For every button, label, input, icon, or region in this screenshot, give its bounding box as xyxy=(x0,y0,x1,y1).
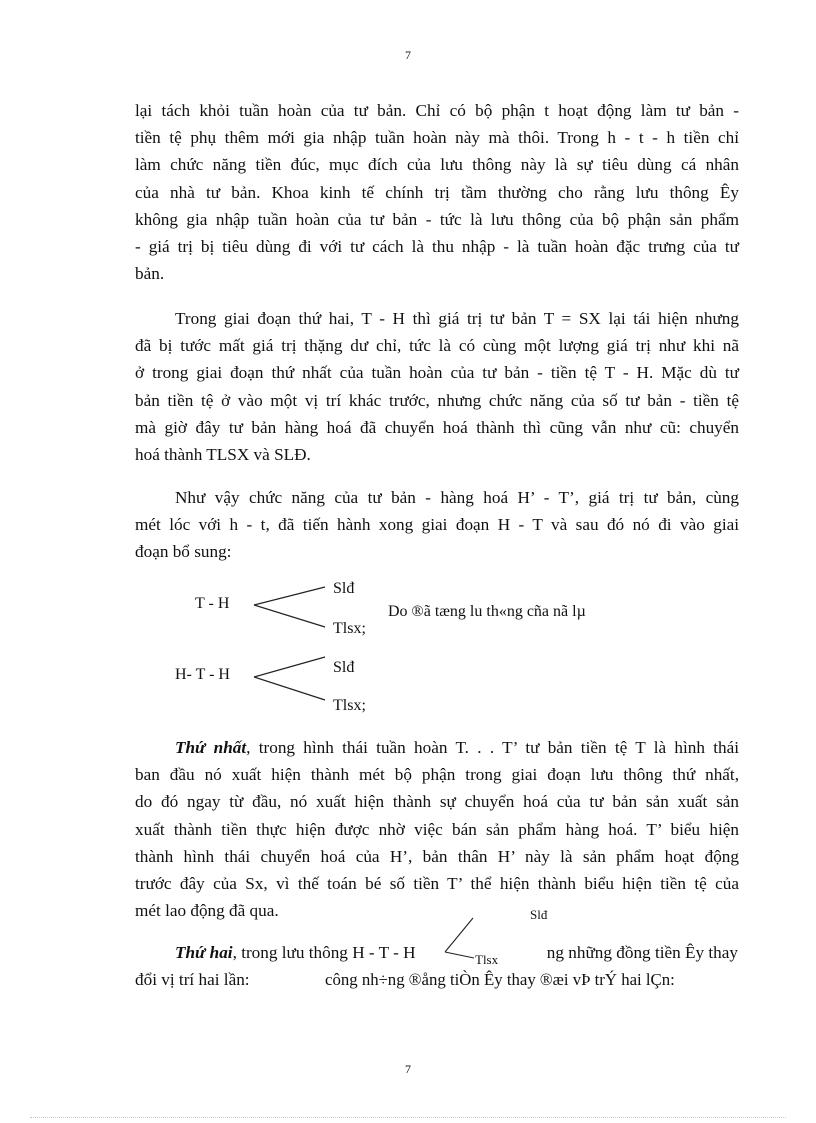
footer-page-number: 7 xyxy=(405,1062,411,1076)
branch-line xyxy=(254,657,325,677)
text-line: mét lóc với h - t, đã tiến hành xong giai đoạn H - T và sau đó nó đi vào giai xyxy=(135,515,739,535)
text-line: đoạn bổ sung: xyxy=(135,542,232,562)
text-fragment: công nh÷ng ®ång tiÒn Êy thay ®æi vÞ trÝ hai lÇn: xyxy=(325,970,675,989)
text-line: của nhà tư bản. Khoa kinh tế chính trị tầm thường cho rằng lưu thông Êy xyxy=(135,182,739,202)
text-line xyxy=(135,734,739,761)
diagram-branch-lower-1: Tlsx; xyxy=(333,620,366,637)
text-fragment: , trong hình thái tuần hoàn T. . . T’ tư bản tiền tệ T là hình thái xyxy=(246,738,740,757)
text-line: làm chức năng tiền đúc, mục đích của lưu thông này là sự tiêu dùng cá nhân xyxy=(135,155,739,175)
branch-line xyxy=(254,677,325,700)
inline-branch-lower: Tlsx xyxy=(475,952,499,967)
diagram-origin-2: H- T - H xyxy=(175,666,230,683)
header-page-number: 7 xyxy=(405,48,411,62)
branch-line xyxy=(254,587,325,605)
text-line: ở trong giai đoạn thứ nhất của tuần hoàn của tư bản - tiền tệ T - H. Mặc dù tư xyxy=(135,363,739,383)
text-line: do đó ngay từ đầu, nó xuất hiện thành sự chuyển hoá của tư bản sản xuất sản xyxy=(135,792,739,812)
text-fragment: , trong lưu thông H - T - H xyxy=(232,943,416,962)
text-line: bản tiền tệ ở vào một vị trí khác trước, nhưng chức năng của số tư bản - tiền tệ xyxy=(135,390,739,410)
text-line: thành hình thái chuyển hoá của H’, bản thân H’ này là sản phẩm hoạt động xyxy=(135,846,739,866)
text-line: đã bị tước mất giá trị thặng dư chỉ, tức là có cùng một lượng giá trị như khi nã xyxy=(135,336,739,356)
text-line: lại tách khỏi tuần hoàn của tư bản. Chỉ có bộ phận t hoạt động làm tư bản - xyxy=(135,101,739,120)
text-line: hoá thành TLSX và SLĐ. xyxy=(135,445,311,465)
branch-line xyxy=(254,605,325,627)
page-edge-divider xyxy=(30,1117,786,1118)
paragraph-4 xyxy=(135,734,739,924)
text-line: xuất thành tiền thực hiện được nhờ việc bán sản phẩm hàng hoá. T’ biểu hiện xyxy=(135,819,739,839)
text-line: - giá trị bị tiêu dùng đi với tư cách là thu nhập - là tuần hoàn đặc trưng của tư xyxy=(135,237,739,257)
text-line: mét lao động đã qua. xyxy=(135,901,279,921)
emphasis-first: Thứ nhất xyxy=(175,738,247,757)
diagram-branch-upper-1: Slđ xyxy=(333,580,355,597)
text-fragment: đổi vị trí hai lần: xyxy=(135,970,250,989)
branch-line xyxy=(445,952,474,958)
diagram-branch-upper-2: Slđ xyxy=(333,659,355,676)
text-line: mà giờ đây tư bản hàng hoá đã chuyển hoá thành thì cũng vẫn như cũ: chuyển xyxy=(135,417,739,437)
text-line: Như vậy chức năng của tư bản - hàng hoá H’ - T’, giá trị tư bản, cùng xyxy=(175,488,739,507)
diagram-branch-lower-2: Tlsx; xyxy=(333,697,366,714)
text-line: trước đây của Sx, vì thế toán bé số tiền T’ thể hiện thành biểu hiện tiền tệ của xyxy=(135,874,739,894)
text-line: bản. xyxy=(135,264,165,284)
text-fragment: ng những đồng tiền Êy thay xyxy=(546,943,738,962)
inline-branch-upper: Slđ xyxy=(530,907,548,922)
text-line: Trong giai đoạn thứ hai, T - H thì giá trị tư bản T = SX lại tái hiện nhưng xyxy=(175,309,739,328)
emphasis-second: Thứ hai xyxy=(175,943,233,962)
text-line: không gia nhập tuần hoàn của tư bản - tức là lưu thông của bộ phận sản phẩm xyxy=(135,209,739,229)
text-line: ban đầu nó xuất hiện thành mét bộ phận trong giai đoạn lưu thông thứ nhất, xyxy=(135,765,739,785)
text-line: tiền tệ phụ thêm mới gia nhập tuần hoàn này mà thôi. Trong h - t - h tiền chỉ xyxy=(135,128,739,148)
diagram-note: Do ®ã tæng lu th«ng cña nã lµ xyxy=(388,603,586,620)
paragraph-5-line-1 xyxy=(175,943,416,963)
diagram-origin-1: T - H xyxy=(195,595,230,612)
